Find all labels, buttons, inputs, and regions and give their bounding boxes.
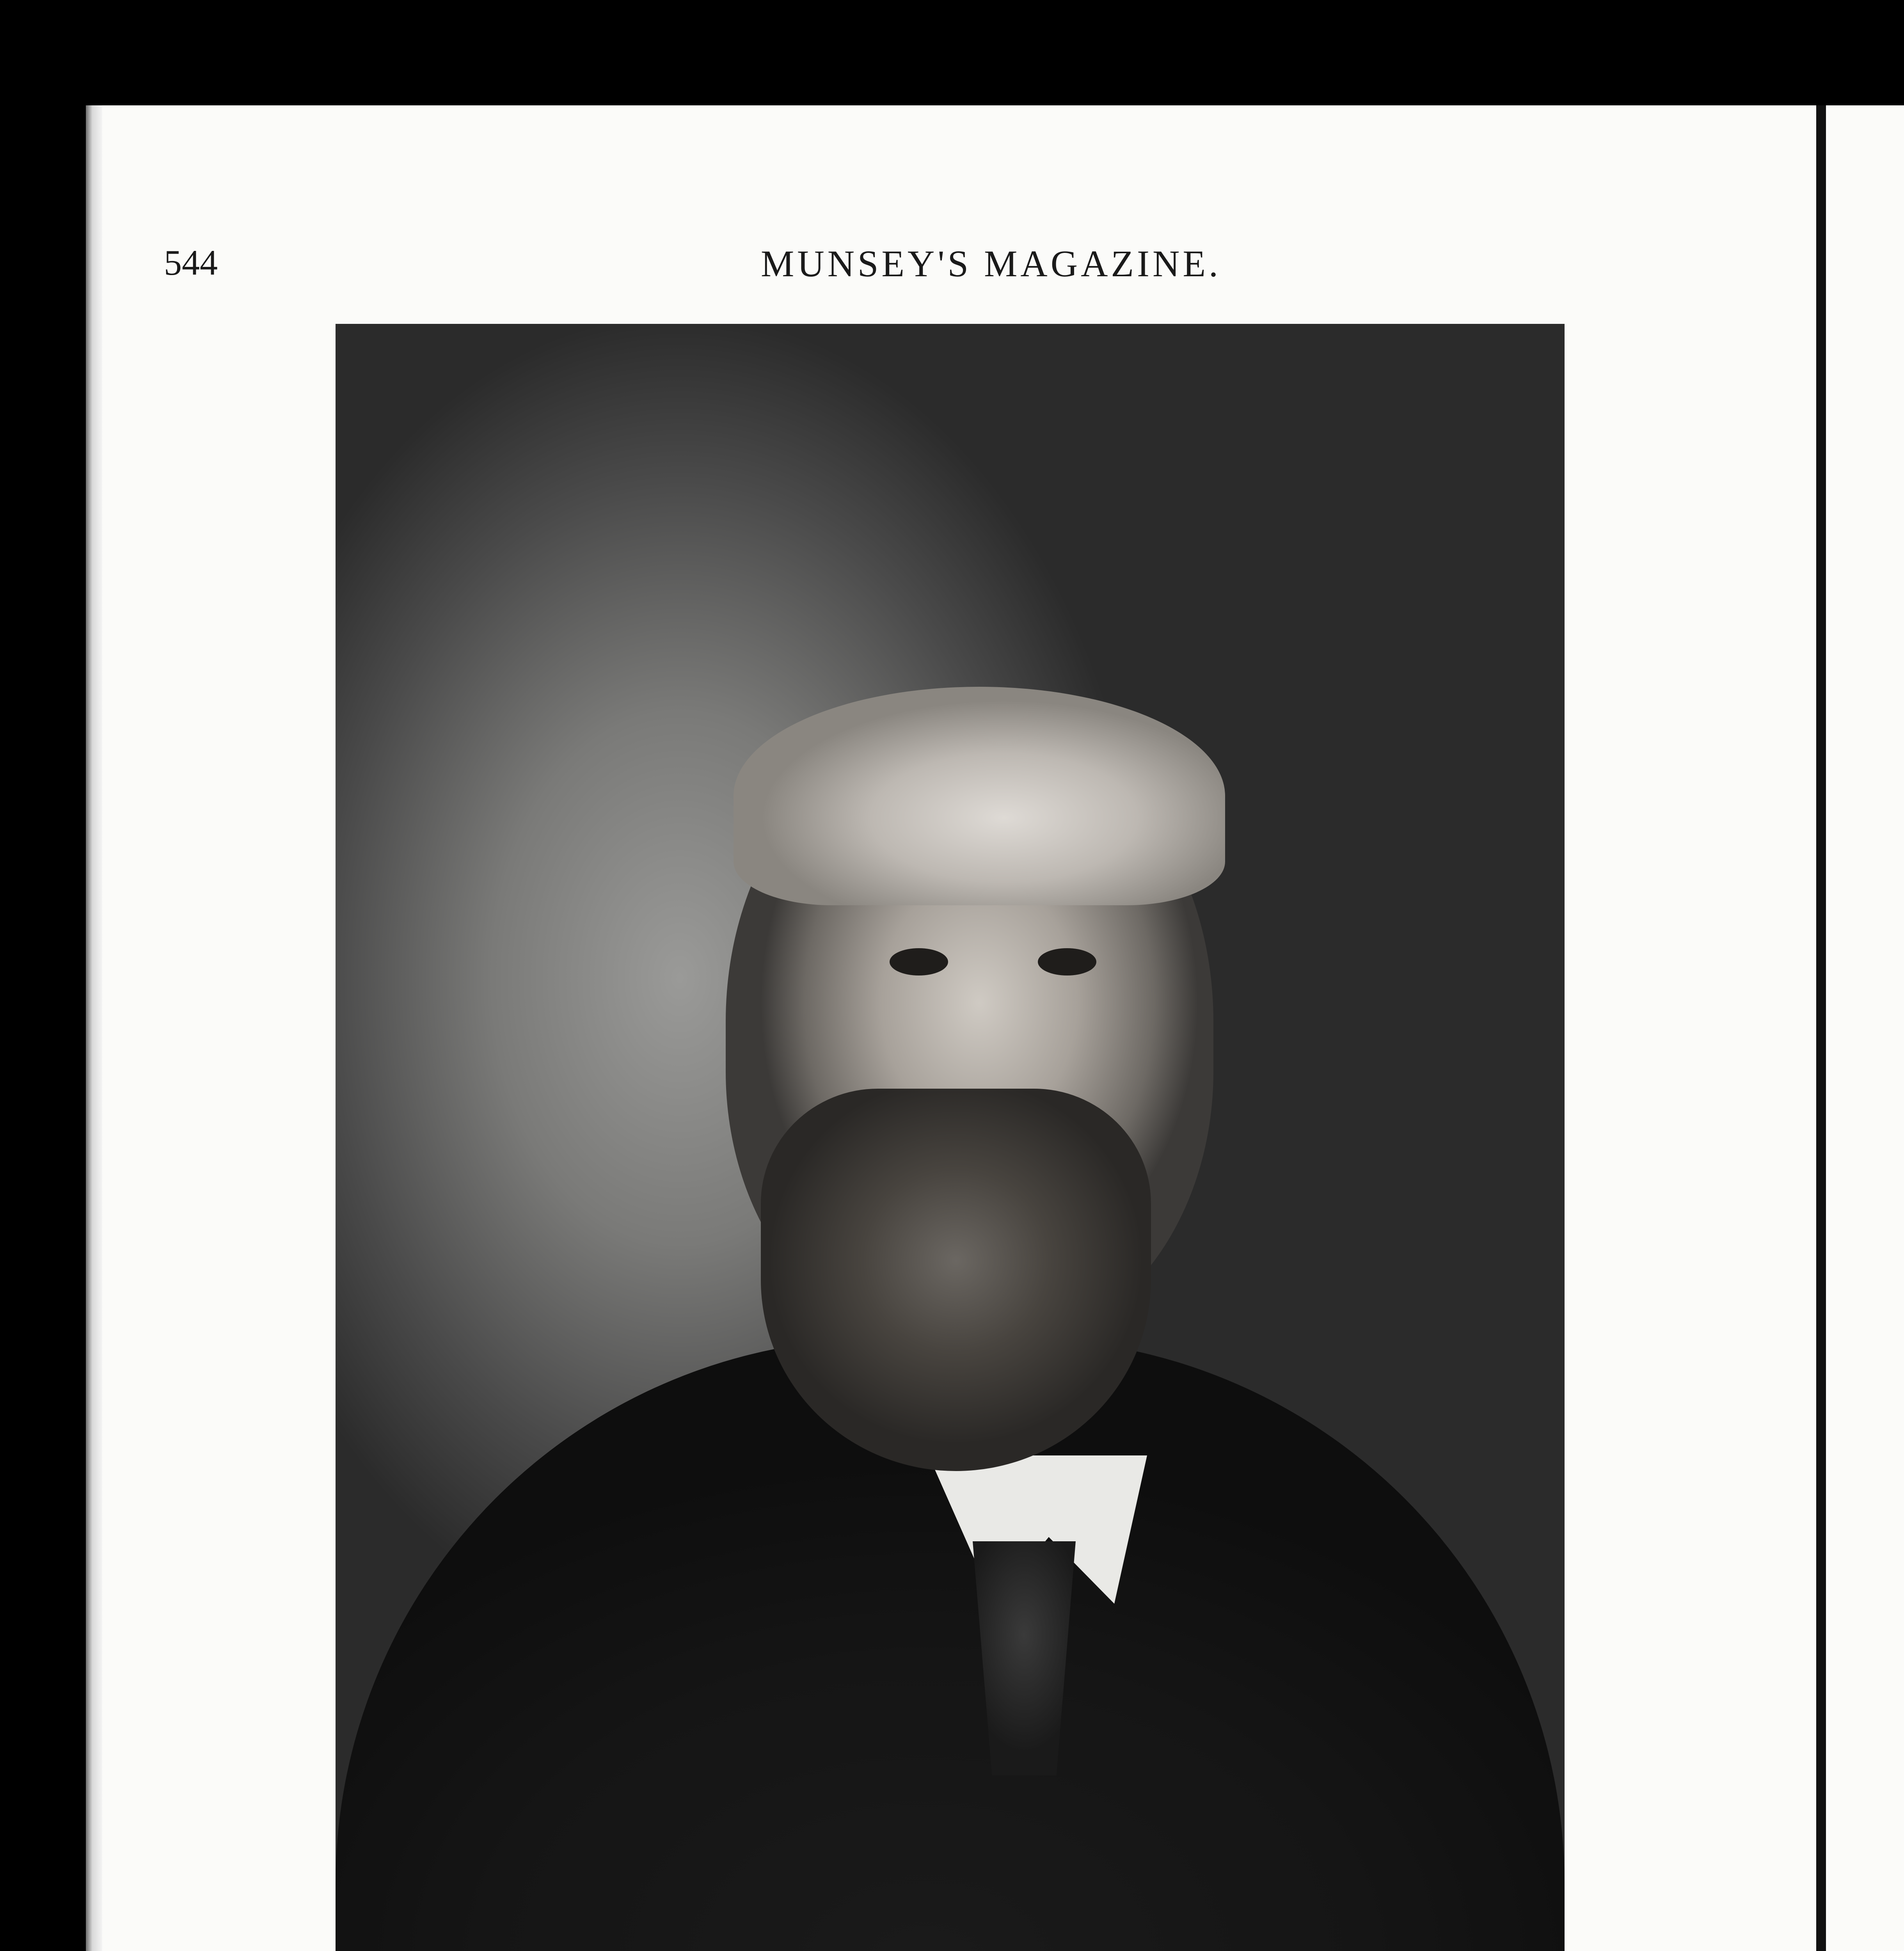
facing-page-edge [1826, 105, 1904, 1951]
page-number: 544 [164, 243, 218, 283]
running-head [164, 242, 1584, 289]
portrait-left-eye [890, 948, 948, 976]
portrait-photograph [336, 324, 1565, 1951]
magazine-title: MUNSEY'S MAGAZINE. [761, 243, 1221, 284]
page-edge [86, 105, 102, 1951]
portrait-hair [734, 687, 1225, 905]
portrait-right-eye [1038, 948, 1096, 976]
portrait-beard [761, 1089, 1151, 1471]
